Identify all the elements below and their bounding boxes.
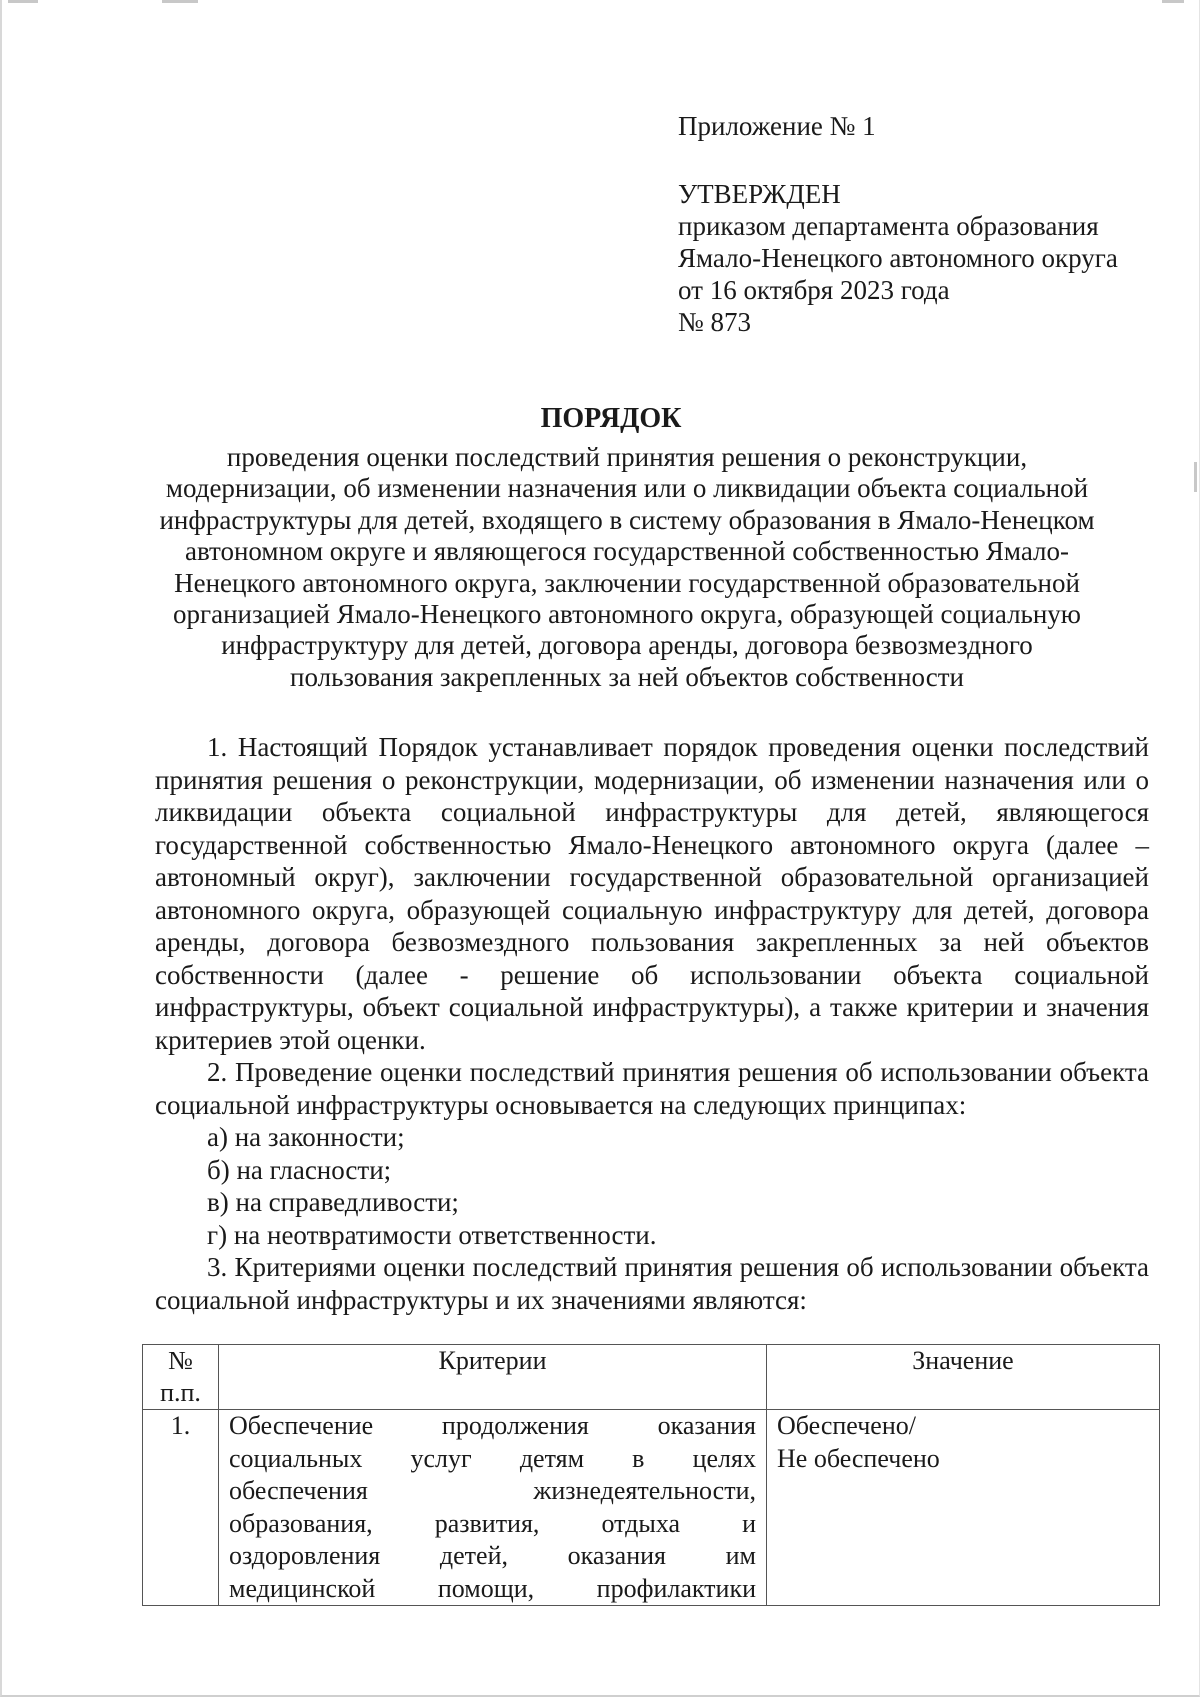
column-header-number: № п.п.	[143, 1345, 219, 1410]
paragraph-3: 3. Критериями оценки последствий принятия решения об использовании объекта социальной инфраструктуры и их значениями являются:	[155, 1252, 1149, 1315]
approval-line: приказом департамента образования	[678, 211, 1099, 241]
value-line: Не обеспечено	[777, 1443, 940, 1473]
approval-heading: УТВЕРЖДЕН	[678, 179, 841, 209]
approval-date: от 16 октября 2023 года	[678, 275, 950, 305]
criteria-line: Обеспечение продолжения оказания	[229, 1411, 756, 1440]
subtitle-line: пользования закрепленных за ней объектов собственности	[290, 661, 964, 692]
criteria-line: социальных услуг детям в целях	[229, 1443, 756, 1473]
subtitle-line: проведения оценки последствий принятия решения о реконструкции,	[226, 442, 1028, 472]
approval-line: Ямало-Ненецкого автономного округа	[678, 243, 1118, 273]
column-header-value: Значение	[767, 1345, 1160, 1410]
criteria-line: медицинской помощи, профилактики	[229, 1573, 756, 1603]
table-header-row	[143, 1345, 1160, 1410]
subtitle-line: инфраструктуру для детей, договора аренды, договора безвозмездного	[221, 630, 1033, 661]
value-line: Обеспечено/	[777, 1411, 916, 1440]
row-number: 1.	[143, 1410, 219, 1606]
paragraph-1: 1. Настоящий Порядок устанавливает порядок проведения оценки последствий принятия решения о реконструкции, модернизации, об изменении назначения или о ликвидации объекта социальной инфраструктуры для детей, являющегося государственной собственностью Ямало-Ненецкого автономного округа (далее – автономный округ), заключении государственной образовательной организацией автономного округа, образующей социальную инфраструктуру для детей, договора аренды, договора безвозмездного пользования закрепленных за ней объектов собственности (далее - решение об использовании объекта социальной инфраструктуры, объект социальной инфраструктуры), а также критерии и значения критериев этой оценки.	[155, 732, 1149, 1055]
value-cell	[767, 1410, 1160, 1606]
scan-edge-mark	[1194, 462, 1197, 492]
approval-number: № 873	[678, 307, 752, 337]
subtitle-line: Ненецкого автономного округа, заключении государственной образовательной	[174, 567, 1080, 598]
principle-item: б) на гласности;	[207, 1154, 392, 1185]
approval-block	[678, 178, 1178, 338]
subtitle-line: организацией Ямало-Ненецкого автономного округа, образующей социальную	[173, 599, 1081, 630]
criteria-line: обеспечения жизнедеятельности,	[229, 1476, 756, 1505]
subtitle-line: автономном округе и являющегося государственной собственностью Ямало-	[184, 536, 1070, 567]
principle-item: в) на справедливости;	[207, 1187, 459, 1217]
paragraph-2: 2. Проведение оценки последствий принятия решения об использовании объекта социальной инфраструктуры основывается на следующих принципах:	[155, 1057, 1149, 1120]
subtitle-line: инфраструктуры для детей, входящего в систему образования в Ямало-Ненецком	[159, 504, 1095, 535]
document-title: ПОРЯДОК	[540, 403, 682, 434]
subtitle-line: модернизации, об изменении назначения или о ликвидации объекта социальной	[165, 473, 1089, 504]
scan-edge-mark	[1162, 0, 1184, 3]
criteria-line: оздоровления детей, оказания им	[229, 1541, 756, 1570]
criteria-cell	[219, 1410, 767, 1606]
column-header-criteria: Критерии	[219, 1345, 767, 1410]
document-body	[155, 731, 1149, 1316]
scan-edge-mark	[162, 0, 198, 3]
principle-item: г) на неотвратимости ответственности.	[207, 1219, 657, 1250]
document-subtitle	[152, 442, 1102, 693]
criteria-table	[142, 1344, 1160, 1606]
table-row	[143, 1410, 1160, 1606]
scan-edge-mark	[8, 0, 38, 3]
appendix-label: Приложение № 1	[678, 111, 876, 141]
principle-item: а) на законности;	[207, 1122, 405, 1152]
criteria-line: образования, развития, отдыха и	[229, 1508, 756, 1538]
